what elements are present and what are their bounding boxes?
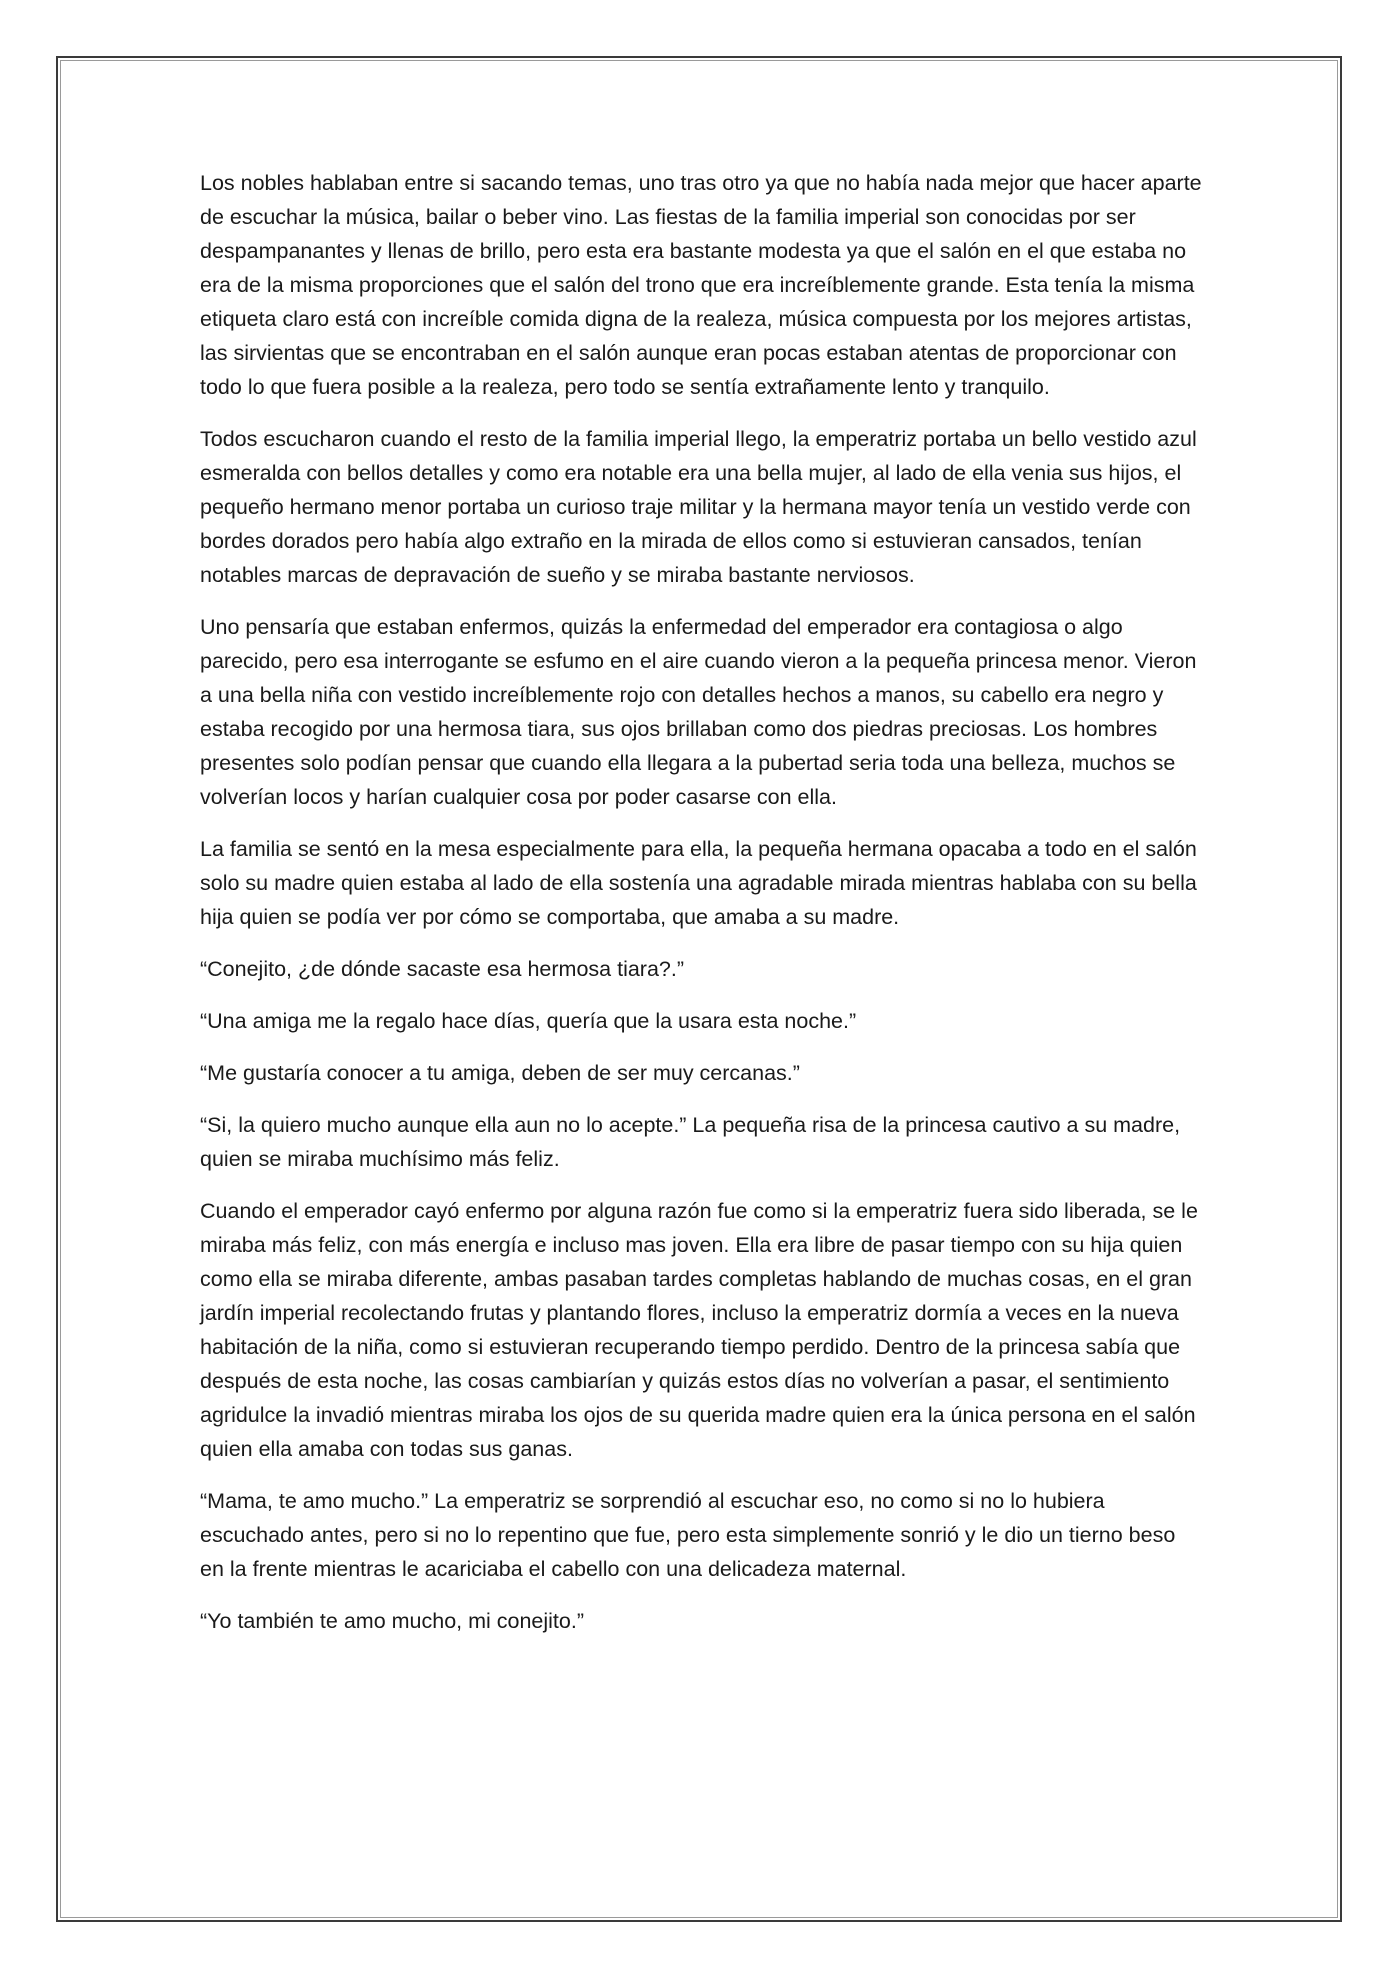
dialogue-line: “Yo también te amo mucho, mi conejito.” bbox=[200, 1609, 584, 1633]
paragraph: Todos escucharon cuando el resto de la familia imperial llego, la emperatriz portaba un bello vestido azul esmeralda con bellos detalles y como era notable era una bella mujer, al lado de ella venia sus hijos, el pequeño hermano menor portaba un curioso traje militar y la hermana mayor tenía un vestido verde con bordes dorados pero había algo extraño en la mirada de ellos como si estuvieran cansados, tenían notables marcas de depravación de sueño y se miraba bastante nerviosos. bbox=[200, 427, 1197, 587]
paragraph: La familia se sentó en la mesa especialmente para ella, la pequeña hermana opacaba a todo en el salón solo su madre quien estaba al lado de ella sostenía una agradable mirada mientras hablaba con su bella hija quien se podía ver por cómo se comportaba, que amaba a su madre. bbox=[200, 837, 1197, 929]
paragraph: Cuando el emperador cayó enfermo por alguna razón fue como si la emperatriz fuera sido liberada, se le miraba más feliz, con más energía e incluso mas joven. Ella era libre de pasar tiempo con su hija quien como ella se miraba diferente, ambas pasaban tardes completas hablando de muchas cosas, en el gran jardín imperial recolectando frutas y plantando flores, incluso la emperatriz dormía a veces en la nueva habitación de la niña, como si estuvieran recuperando tiempo perdido. Dentro de la princesa sabía que después de esta noche, las cosas cambiarían y quizás estos días no volverían a pasar, el sentimiento agridulce la invadió mientras miraba los ojos de su querida madre quien era la única persona en el salón quien ella amaba con todas sus ganas. bbox=[200, 1199, 1198, 1461]
paragraph: Los nobles hablaban entre si sacando temas, uno tras otro ya que no había nada mejor que hacer aparte de escuchar la música, bailar o beber vino. Las fiestas de la familia imperial son conocidas por ser despampanantes y llenas de brillo, pero esta era bastante modesta ya que el salón en el que estaba no era de la misma proporciones que el salón del trono que era increíblemente grande. Esta tenía la misma etiqueta claro está con increíble comida digna de la realeza, música compuesta por los mejores artistas, las sirvientas que se encontraban en el salón aunque eran pocas estaban atentas de proporcionar con todo lo que fuera posible a la realeza, pero todo se sentía extrañamente lento y tranquilo. bbox=[200, 171, 1202, 399]
dialogue-line: “Si, la quiero mucho aunque ella aun no lo acepte.” La pequeña risa de la princesa cautivo a su madre, quien se miraba muchísimo más feliz. bbox=[200, 1113, 1181, 1171]
document-body bbox=[200, 166, 1202, 1656]
dialogue-line: “Conejito, ¿de dónde sacaste esa hermosa tiara?.” bbox=[200, 957, 685, 981]
dialogue-line: “Me gustaría conocer a tu amiga, deben de ser muy cercanas.” bbox=[200, 1061, 800, 1085]
paragraph: Uno pensaría que estaban enfermos, quizás la enfermedad del emperador era contagiosa o algo parecido, pero esa interrogante se esfumo en el aire cuando vieron a la pequeña princesa menor. Vieron a una bella niña con vestido increíblemente rojo con detalles hechos a manos, su cabello era negro y estaba recogido por una hermosa tiara, sus ojos brillaban como dos piedras preciosas. Los hombres presentes solo podían pensar que cuando ella llegara a la pubertad seria toda una belleza, muchos se volverían locos y harían cualquier cosa por poder casarse con ella. bbox=[200, 615, 1197, 809]
dialogue-line: “Una amiga me la regalo hace días, quería que la usara esta noche.” bbox=[200, 1009, 857, 1033]
dialogue-line: “Mama, te amo mucho.” La emperatriz se sorprendió al escuchar eso, no como si no lo hubiera escuchado antes, pero si no lo repentino que fue, pero esta simplemente sonrió y le dio un tierno beso en la frente mientras le acariciaba el cabello con una delicadeza maternal. bbox=[200, 1489, 1176, 1581]
